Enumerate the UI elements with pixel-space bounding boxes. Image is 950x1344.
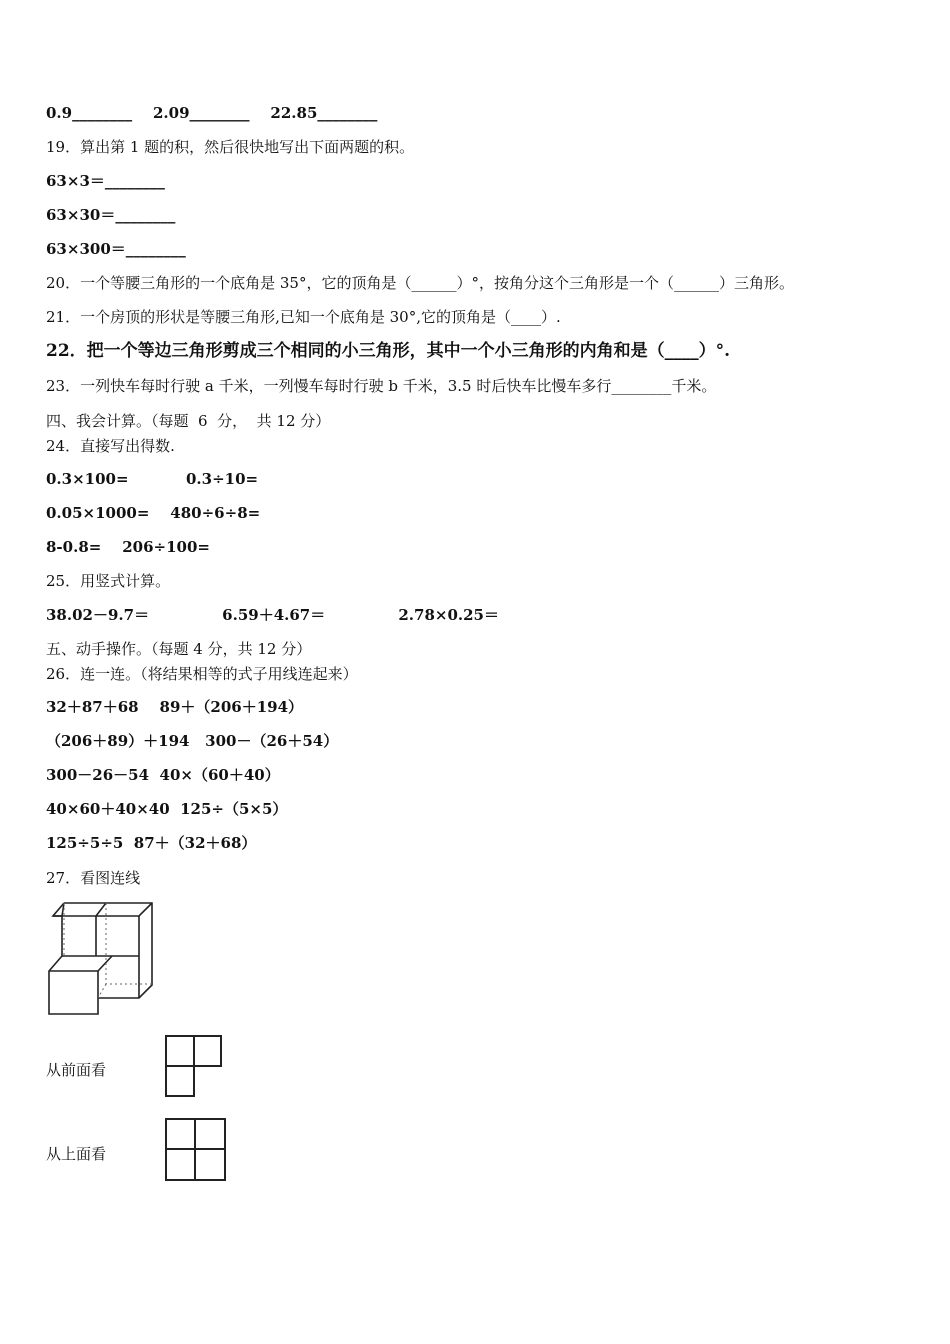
question-26-b: （206＋89）＋194 300－（26＋54）: [46, 732, 339, 750]
question-24-b: 0.05×1000= 480÷6÷8=: [46, 504, 261, 522]
question-26-c: 300－26－54 40×（60＋40）: [46, 766, 280, 784]
question-27: 27．看图连线: [46, 869, 141, 887]
block-figure: [44, 900, 159, 1018]
label-front-view: 从前面看: [46, 1061, 107, 1079]
question-19-a: 63×3＝________: [46, 172, 165, 190]
question-19: 19．算出第 1 题的积，然后很快地写出下面两题的积。: [46, 138, 415, 156]
question-25: 25．用竖式计算。: [46, 572, 171, 590]
blank-line-decimals: 0.9________ 2.09________ 22.85________: [46, 104, 378, 122]
question-24: 24．直接写出得数.: [46, 437, 175, 455]
front-view-figure: [163, 1033, 225, 1099]
question-21: 21．一个房顶的形状是等腰三角形,已知一个底角是 30°,它的顶角是（____）.: [46, 308, 561, 326]
question-23: 23．一列快车每时行驶 a 千米，一列慢车每时行驶 b 千米，3.5 时后快车比慢车多行________千米。: [46, 377, 717, 395]
question-19-c: 63×300＝________: [46, 240, 186, 258]
question-26-d: 40×60＋40×40 125÷（5×5）: [46, 800, 288, 818]
label-top-view: 从上面看: [46, 1145, 107, 1163]
question-26: 26．连一连。（将结果相等的式子用线连起来）: [46, 665, 358, 683]
section-4-heading: 四、我会计算。（每题 6 分， 共 12 分）: [46, 412, 331, 430]
question-24-c: 8-0.8= 206÷100=: [46, 538, 210, 556]
question-20: 20．一个等腰三角形的一个底角是 35°，它的顶角是（______）°，按角分这个三角形是一个（______）三角形。: [46, 274, 794, 292]
question-22: 22．把一个等边三角形剪成三个相同的小三角形，其中一个小三角形的内角和是（____）°.: [46, 341, 731, 361]
question-25-a: 38.02－9.7＝ 6.59＋4.67＝ 2.78×0.25＝: [46, 606, 499, 624]
question-26-e: 125÷5÷5 87＋（32＋68）: [46, 834, 257, 852]
question-24-a: 0.3×100= 0.3÷10=: [46, 470, 259, 488]
top-view-figure: [163, 1116, 229, 1184]
question-19-b: 63×30＝________: [46, 206, 176, 224]
section-5-heading: 五、动手操作。（每题 4 分，共 12 分）: [46, 640, 312, 658]
question-26-a: 32＋87＋68 89＋（206＋194）: [46, 698, 304, 716]
